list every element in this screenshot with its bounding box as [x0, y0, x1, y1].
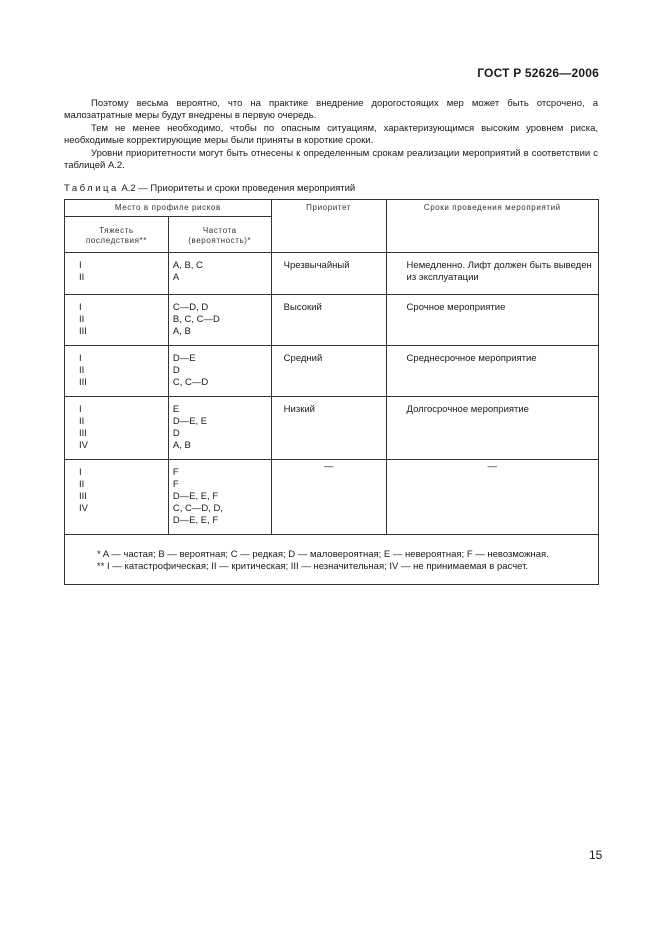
- header-risk-profile: Место в профиле рисков: [65, 200, 272, 217]
- table-caption: [64, 183, 355, 194]
- caption-word: Таблица: [64, 183, 119, 194]
- header-severity: Тяжесть последствия**: [65, 217, 169, 253]
- table-row: [65, 397, 599, 460]
- frequency-cell: D—E D C, C—D: [168, 346, 271, 397]
- severity-cell: I II III: [65, 295, 169, 346]
- caption-text: А.2 — Приоритеты и сроки проведения мероприятий: [118, 183, 356, 194]
- frequency-cell: E D—E, E D A, B: [168, 397, 271, 460]
- frequency-cell: F F D—E, E, F C, C—D, D, D—E, E, F: [168, 460, 271, 535]
- table-row: [65, 460, 599, 535]
- priority-cell: Средний: [271, 346, 386, 397]
- document-header: ГОСТ Р 52626—2006: [477, 66, 599, 80]
- severity-cell: I II: [65, 253, 169, 295]
- footnote: * A — частая; B — вероятная; C — редкая; D — маловероятная; E — невероятная; F — невозможная.: [97, 549, 549, 560]
- priority-cell: Высокий: [271, 295, 386, 346]
- table-row: [65, 346, 599, 397]
- header-frequency: Частота (вероятность)*: [168, 217, 271, 253]
- header-priority: Приоритет: [271, 200, 386, 253]
- measures-cell: Среднесрочное мероприятие: [386, 346, 598, 397]
- priority-cell: Чрезвычайный: [271, 253, 386, 295]
- header-measures: Сроки проведения мероприятий: [386, 200, 598, 253]
- priority-cell: Низкий: [271, 397, 386, 460]
- severity-cell: I II III IV: [65, 460, 169, 535]
- table-row: [65, 253, 599, 295]
- paragraph: Уровни приоритетности могут быть отнесены к определенным срокам реализации мероприятий в соответствии с таблицей А.2.: [64, 148, 598, 171]
- severity-cell: I II III: [65, 346, 169, 397]
- frequency-cell: C—D, D B, C, C—D A, B: [168, 295, 271, 346]
- measures-cell: Долгосрочное мероприятие: [386, 397, 598, 460]
- paragraph: Поэтому весьма вероятно, что на практике внедрение дорогостоящих мер может быть отсрочено, а малозатратные меры будут внедрены в первую очередь.: [64, 98, 598, 121]
- page-number: 15: [589, 848, 603, 862]
- priority-table: [64, 199, 599, 585]
- measures-cell: —: [386, 460, 598, 535]
- table-footnotes: [65, 535, 599, 585]
- severity-cell: I II III IV: [65, 397, 169, 460]
- paragraph: Тем не менее необходимо, чтобы по опасным ситуациям, характеризующимся высоким уровнем риска, необходимые корректирующие меры были приняты в короткие сроки.: [64, 123, 598, 146]
- measures-cell: Срочное мероприятие: [386, 295, 598, 346]
- priority-cell: —: [271, 460, 386, 535]
- body-text: [64, 98, 598, 173]
- footnote: ** I — катастрофическая; II — критическая; III — незначительная; IV — не принимаемая в расчет.: [97, 561, 529, 572]
- measures-cell: Немедленно. Лифт должен быть выведен из эксплуатации: [386, 253, 598, 295]
- table-row: [65, 295, 599, 346]
- frequency-cell: A, B, C A: [168, 253, 271, 295]
